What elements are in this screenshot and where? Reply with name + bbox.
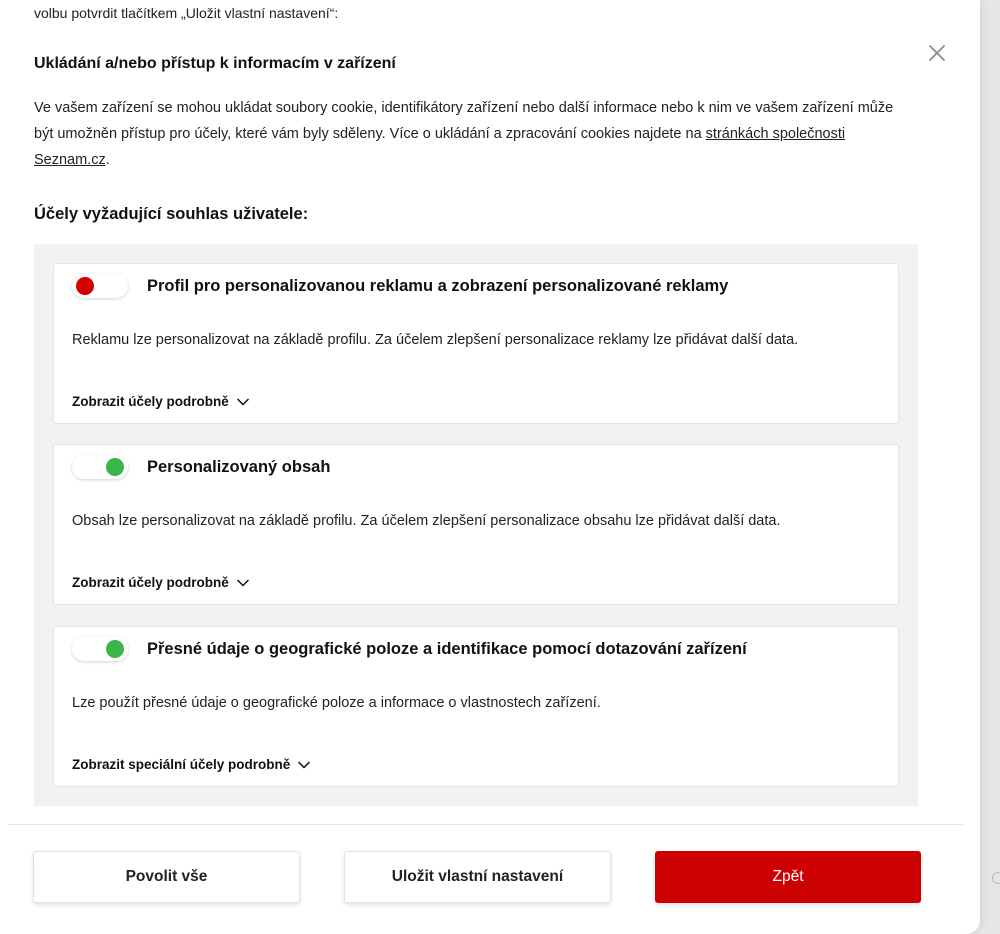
toggle-knob — [76, 277, 94, 295]
storage-paragraph-end: . — [105, 152, 110, 168]
toggle-knob — [106, 458, 124, 476]
detail-link-label: Zobrazit účely podrobně — [72, 394, 229, 409]
purpose-description: Reklamu lze personalizovat na základě profilu. Za účelem zlepšení personalizace reklamy lze přidávat další data. — [72, 332, 799, 348]
toggle-ad-profile[interactable] — [72, 274, 128, 298]
close-button[interactable] — [924, 40, 950, 66]
purpose-card-personalized-content — [53, 444, 899, 605]
save-custom-settings-button[interactable]: Uložit vlastní nastavení — [344, 851, 611, 903]
back-button[interactable]: Zpět — [655, 851, 921, 903]
purposes-panel — [34, 244, 918, 806]
chevron-down-icon — [297, 760, 311, 770]
show-purposes-detail-link[interactable] — [72, 394, 250, 409]
close-icon — [924, 40, 950, 66]
detail-link-label: Zobrazit speciální účely podrobně — [72, 757, 291, 772]
purpose-description: Lze použít přesné údaje o geografické poloze a informace o vlastnostech zařízení. — [72, 695, 601, 711]
seznam-link[interactable]: stránkách společnosti Seznam.cz — [34, 126, 846, 168]
purpose-title: Profil pro personalizovanou reklamu a zobrazení personalizované reklamy — [147, 277, 729, 295]
show-purposes-detail-link[interactable] — [72, 575, 250, 590]
toggle-geolocation[interactable] — [72, 637, 128, 661]
purpose-title: Přesné údaje o geografické poloze a identifikace pomocí dotazování zařízení — [147, 640, 747, 658]
purpose-title: Personalizovaný obsah — [147, 458, 331, 476]
toggle-knob — [106, 640, 124, 658]
purpose-card-ad-profile — [53, 263, 899, 424]
toggle-personalized-content[interactable] — [72, 455, 128, 479]
allow-all-button[interactable]: Povolit vše — [33, 851, 300, 903]
purposes-heading: Účely vyžadující souhlas uživatele: — [34, 205, 309, 223]
purpose-description: Obsah lze personalizovat na základě profilu. Za účelem zlepšení personalizace obsahu lze přidávat další data. — [72, 513, 781, 529]
chevron-down-icon — [236, 397, 250, 407]
storage-paragraph-text: Ve vašem zařízení se mohou ukládat soubory cookie, identifikátory zařízení nebo další informace nebo k nim ve vašem zařízení může být umožněn přístup pro účely, které vám byly sděleny. Více o ukládání a zpracování cookies najdete na — [34, 100, 894, 142]
storage-heading: Ukládání a/nebo přístup k informacím v zařízení — [34, 55, 396, 72]
intro-text: volbu potvrdit tlačítkem „Uložit vlastní nastavení“: — [34, 5, 339, 21]
detail-link-label: Zobrazit účely podrobně — [72, 575, 229, 590]
scroll-indicator-icon — [992, 872, 1000, 884]
chevron-down-icon — [236, 578, 250, 588]
footer-divider — [8, 824, 963, 825]
storage-paragraph — [34, 95, 904, 173]
show-special-purposes-detail-link[interactable] — [72, 757, 311, 772]
purpose-card-geolocation — [53, 626, 899, 787]
